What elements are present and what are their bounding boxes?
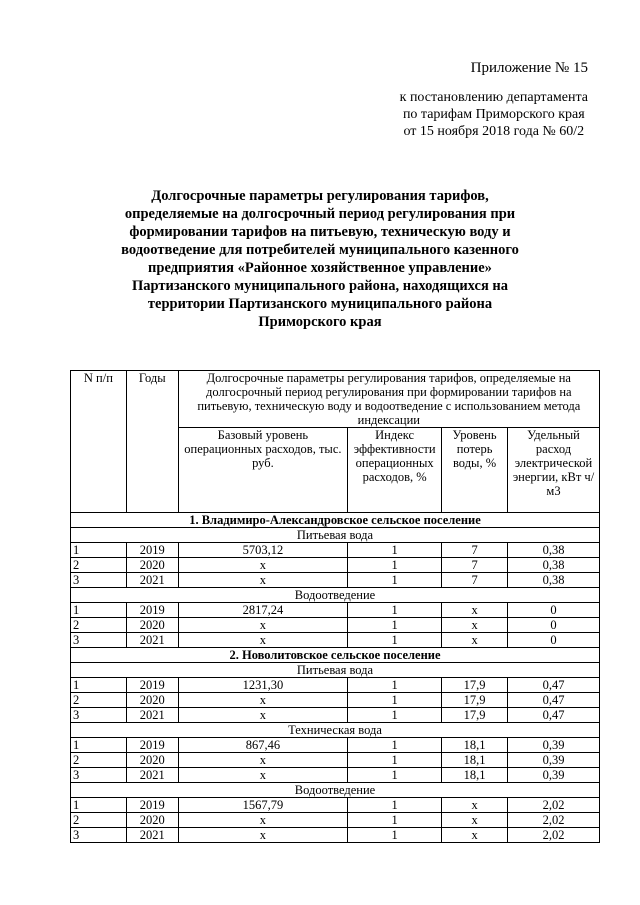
table-cell: 2021 xyxy=(126,573,178,588)
table-cell: 2019 xyxy=(126,678,178,693)
table-cell: 0,39 xyxy=(508,753,600,768)
document-header xyxy=(400,60,588,140)
table-cell: 0,39 xyxy=(508,738,600,753)
group-row xyxy=(71,783,600,798)
decree-reference-line: по тарифам Приморского края xyxy=(402,107,585,122)
document-title: Долгосрочные параметры регулирования тарифов, определяемые на долгосрочный период регулирования при формировании тарифов на питьевую, техническую воду и водоотведение для потребителей муниципального казенного предприятия «Районное хозяйственное управление» Партизанского муниципального района, находящихся на территории Партизанского муниципального района Приморского края xyxy=(121,188,519,330)
table-cell: x xyxy=(178,753,348,768)
table-cell: 1 xyxy=(348,543,442,558)
table-cell: 3 xyxy=(71,768,127,783)
table-cell: x xyxy=(442,603,508,618)
table-cell: 1 xyxy=(71,798,127,813)
table-cell: 2 xyxy=(71,618,127,633)
decree-reference xyxy=(400,89,588,140)
table-cell: 1 xyxy=(71,543,127,558)
table-cell: 2 xyxy=(71,558,127,573)
group-row xyxy=(71,588,600,603)
table-cell: 0,38 xyxy=(508,558,600,573)
section-title: 2. Новолитовское сельское поселение xyxy=(71,648,600,663)
decree-reference-line: от 15 ноября 2018 года № 60/2 xyxy=(403,124,585,139)
group-title: Техническая вода xyxy=(71,723,600,738)
table-cell: x xyxy=(442,618,508,633)
table-cell: 0 xyxy=(508,603,600,618)
table-cell: 1 xyxy=(71,603,127,618)
table-cell: 0,38 xyxy=(508,573,600,588)
section-row xyxy=(71,648,600,663)
table-cell: 17,9 xyxy=(442,678,508,693)
table-row xyxy=(71,753,600,768)
table-cell: 1 xyxy=(348,558,442,573)
table-cell: 17,9 xyxy=(442,693,508,708)
table-cell: 3 xyxy=(71,708,127,723)
table-cell: 7 xyxy=(442,573,508,588)
table-row xyxy=(71,768,600,783)
table-row xyxy=(71,603,600,618)
table-cell: 1 xyxy=(71,738,127,753)
table-cell: 1 xyxy=(348,828,442,843)
table-cell: 0,47 xyxy=(508,708,600,723)
table-cell: x xyxy=(178,828,348,843)
table-cell: 3 xyxy=(71,573,127,588)
group-row xyxy=(71,723,600,738)
table-cell: 1 xyxy=(348,753,442,768)
table-cell: 17,9 xyxy=(442,708,508,723)
table-cell: 2 xyxy=(71,693,127,708)
table-cell: 0,47 xyxy=(508,693,600,708)
section-title: 1. Владимиро-Александровское сельское поселение xyxy=(71,513,600,528)
header-years: Годы xyxy=(126,371,178,513)
table-cell: 2020 xyxy=(126,558,178,573)
table-cell: 1 xyxy=(348,738,442,753)
table-cell: 0,47 xyxy=(508,678,600,693)
table-cell: 2020 xyxy=(126,813,178,828)
table-cell: x xyxy=(178,633,348,648)
table-cell: 1 xyxy=(348,603,442,618)
header-efficiency-index: Индекс эффективности операционных расходов, % xyxy=(348,428,442,513)
table-row xyxy=(71,693,600,708)
table-cell: 2019 xyxy=(126,543,178,558)
table-cell: x xyxy=(178,813,348,828)
table-cell: 1 xyxy=(348,678,442,693)
parameters-table xyxy=(70,370,600,843)
table-cell: 2021 xyxy=(126,708,178,723)
table-cell: 18,1 xyxy=(442,768,508,783)
table-cell: 0,39 xyxy=(508,768,600,783)
table-cell: x xyxy=(178,558,348,573)
table-cell: 867,46 xyxy=(178,738,348,753)
table-cell: x xyxy=(442,828,508,843)
table-cell: 1 xyxy=(348,633,442,648)
header-num: N п/п xyxy=(71,371,127,513)
table-cell: 7 xyxy=(442,543,508,558)
table-row xyxy=(71,558,600,573)
table-row xyxy=(71,573,600,588)
table-cell: 18,1 xyxy=(442,738,508,753)
table-cell: 3 xyxy=(71,633,127,648)
table-row xyxy=(71,678,600,693)
table-cell: 1 xyxy=(348,768,442,783)
table-row xyxy=(71,633,600,648)
table-cell: 2,02 xyxy=(508,828,600,843)
table-cell: 2020 xyxy=(126,693,178,708)
table-row xyxy=(71,543,600,558)
table-cell: 5703,12 xyxy=(178,543,348,558)
header-base-level: Базовый уровень операционных расходов, тыс. руб. xyxy=(178,428,348,513)
table-cell: 7 xyxy=(442,558,508,573)
table-cell: 1567,79 xyxy=(178,798,348,813)
decree-reference-line: к постановлению департамента xyxy=(399,90,588,105)
table-cell: 2,02 xyxy=(508,813,600,828)
table-cell: 1 xyxy=(348,573,442,588)
section-row xyxy=(71,513,600,528)
table-row xyxy=(71,738,600,753)
table-cell: 2020 xyxy=(126,618,178,633)
table-cell: 1 xyxy=(348,693,442,708)
table-cell: 2021 xyxy=(126,633,178,648)
header-energy-consumption: Удельный расход электрической энергии, кВт ч/м3 xyxy=(508,428,600,513)
table-cell: x xyxy=(178,573,348,588)
table-cell: 18,1 xyxy=(442,753,508,768)
header-water-loss: Уровень потерь воды, % xyxy=(442,428,508,513)
table-cell: 1 xyxy=(348,813,442,828)
table-cell: 2 xyxy=(71,813,127,828)
table-cell: 0 xyxy=(508,618,600,633)
table-cell: 2 xyxy=(71,753,127,768)
table-cell: 2817,24 xyxy=(178,603,348,618)
table-cell: 2,02 xyxy=(508,798,600,813)
table-row xyxy=(71,828,600,843)
table-row xyxy=(71,798,600,813)
group-title: Питьевая вода xyxy=(71,663,600,678)
table-cell: x xyxy=(178,693,348,708)
group-row xyxy=(71,663,600,678)
table-cell: x xyxy=(178,618,348,633)
group-title: Водоотведение xyxy=(71,588,600,603)
table-cell: x xyxy=(178,768,348,783)
table-cell: 3 xyxy=(71,828,127,843)
table-cell: 0,38 xyxy=(508,543,600,558)
appendix-number: Приложение № 15 xyxy=(470,60,588,76)
table-body xyxy=(71,513,600,843)
table-cell: 2021 xyxy=(126,828,178,843)
table-cell: x xyxy=(442,813,508,828)
table-cell: 1231,30 xyxy=(178,678,348,693)
table-cell: 2019 xyxy=(126,798,178,813)
table-cell: 2019 xyxy=(126,603,178,618)
table-cell: 1 xyxy=(348,618,442,633)
table-cell: x xyxy=(442,798,508,813)
table-cell: 1 xyxy=(348,708,442,723)
table-row xyxy=(71,813,600,828)
table-cell: 0 xyxy=(508,633,600,648)
table-row xyxy=(71,708,600,723)
table-cell: 2019 xyxy=(126,738,178,753)
table-cell: 2021 xyxy=(126,768,178,783)
group-title: Водоотведение xyxy=(71,783,600,798)
group-row xyxy=(71,528,600,543)
table-cell: x xyxy=(178,708,348,723)
table-cell: 1 xyxy=(348,798,442,813)
group-title: Питьевая вода xyxy=(71,528,600,543)
table-cell: x xyxy=(442,633,508,648)
table-cell: 1 xyxy=(71,678,127,693)
header-group: Долгосрочные параметры регулирования тарифов, определяемые на долгосрочный период регулирования при формировании тарифов на питьевую, техническую воду и водоотведение с использованием метода индексации xyxy=(178,371,599,428)
table-cell: 2020 xyxy=(126,753,178,768)
table-row xyxy=(71,618,600,633)
